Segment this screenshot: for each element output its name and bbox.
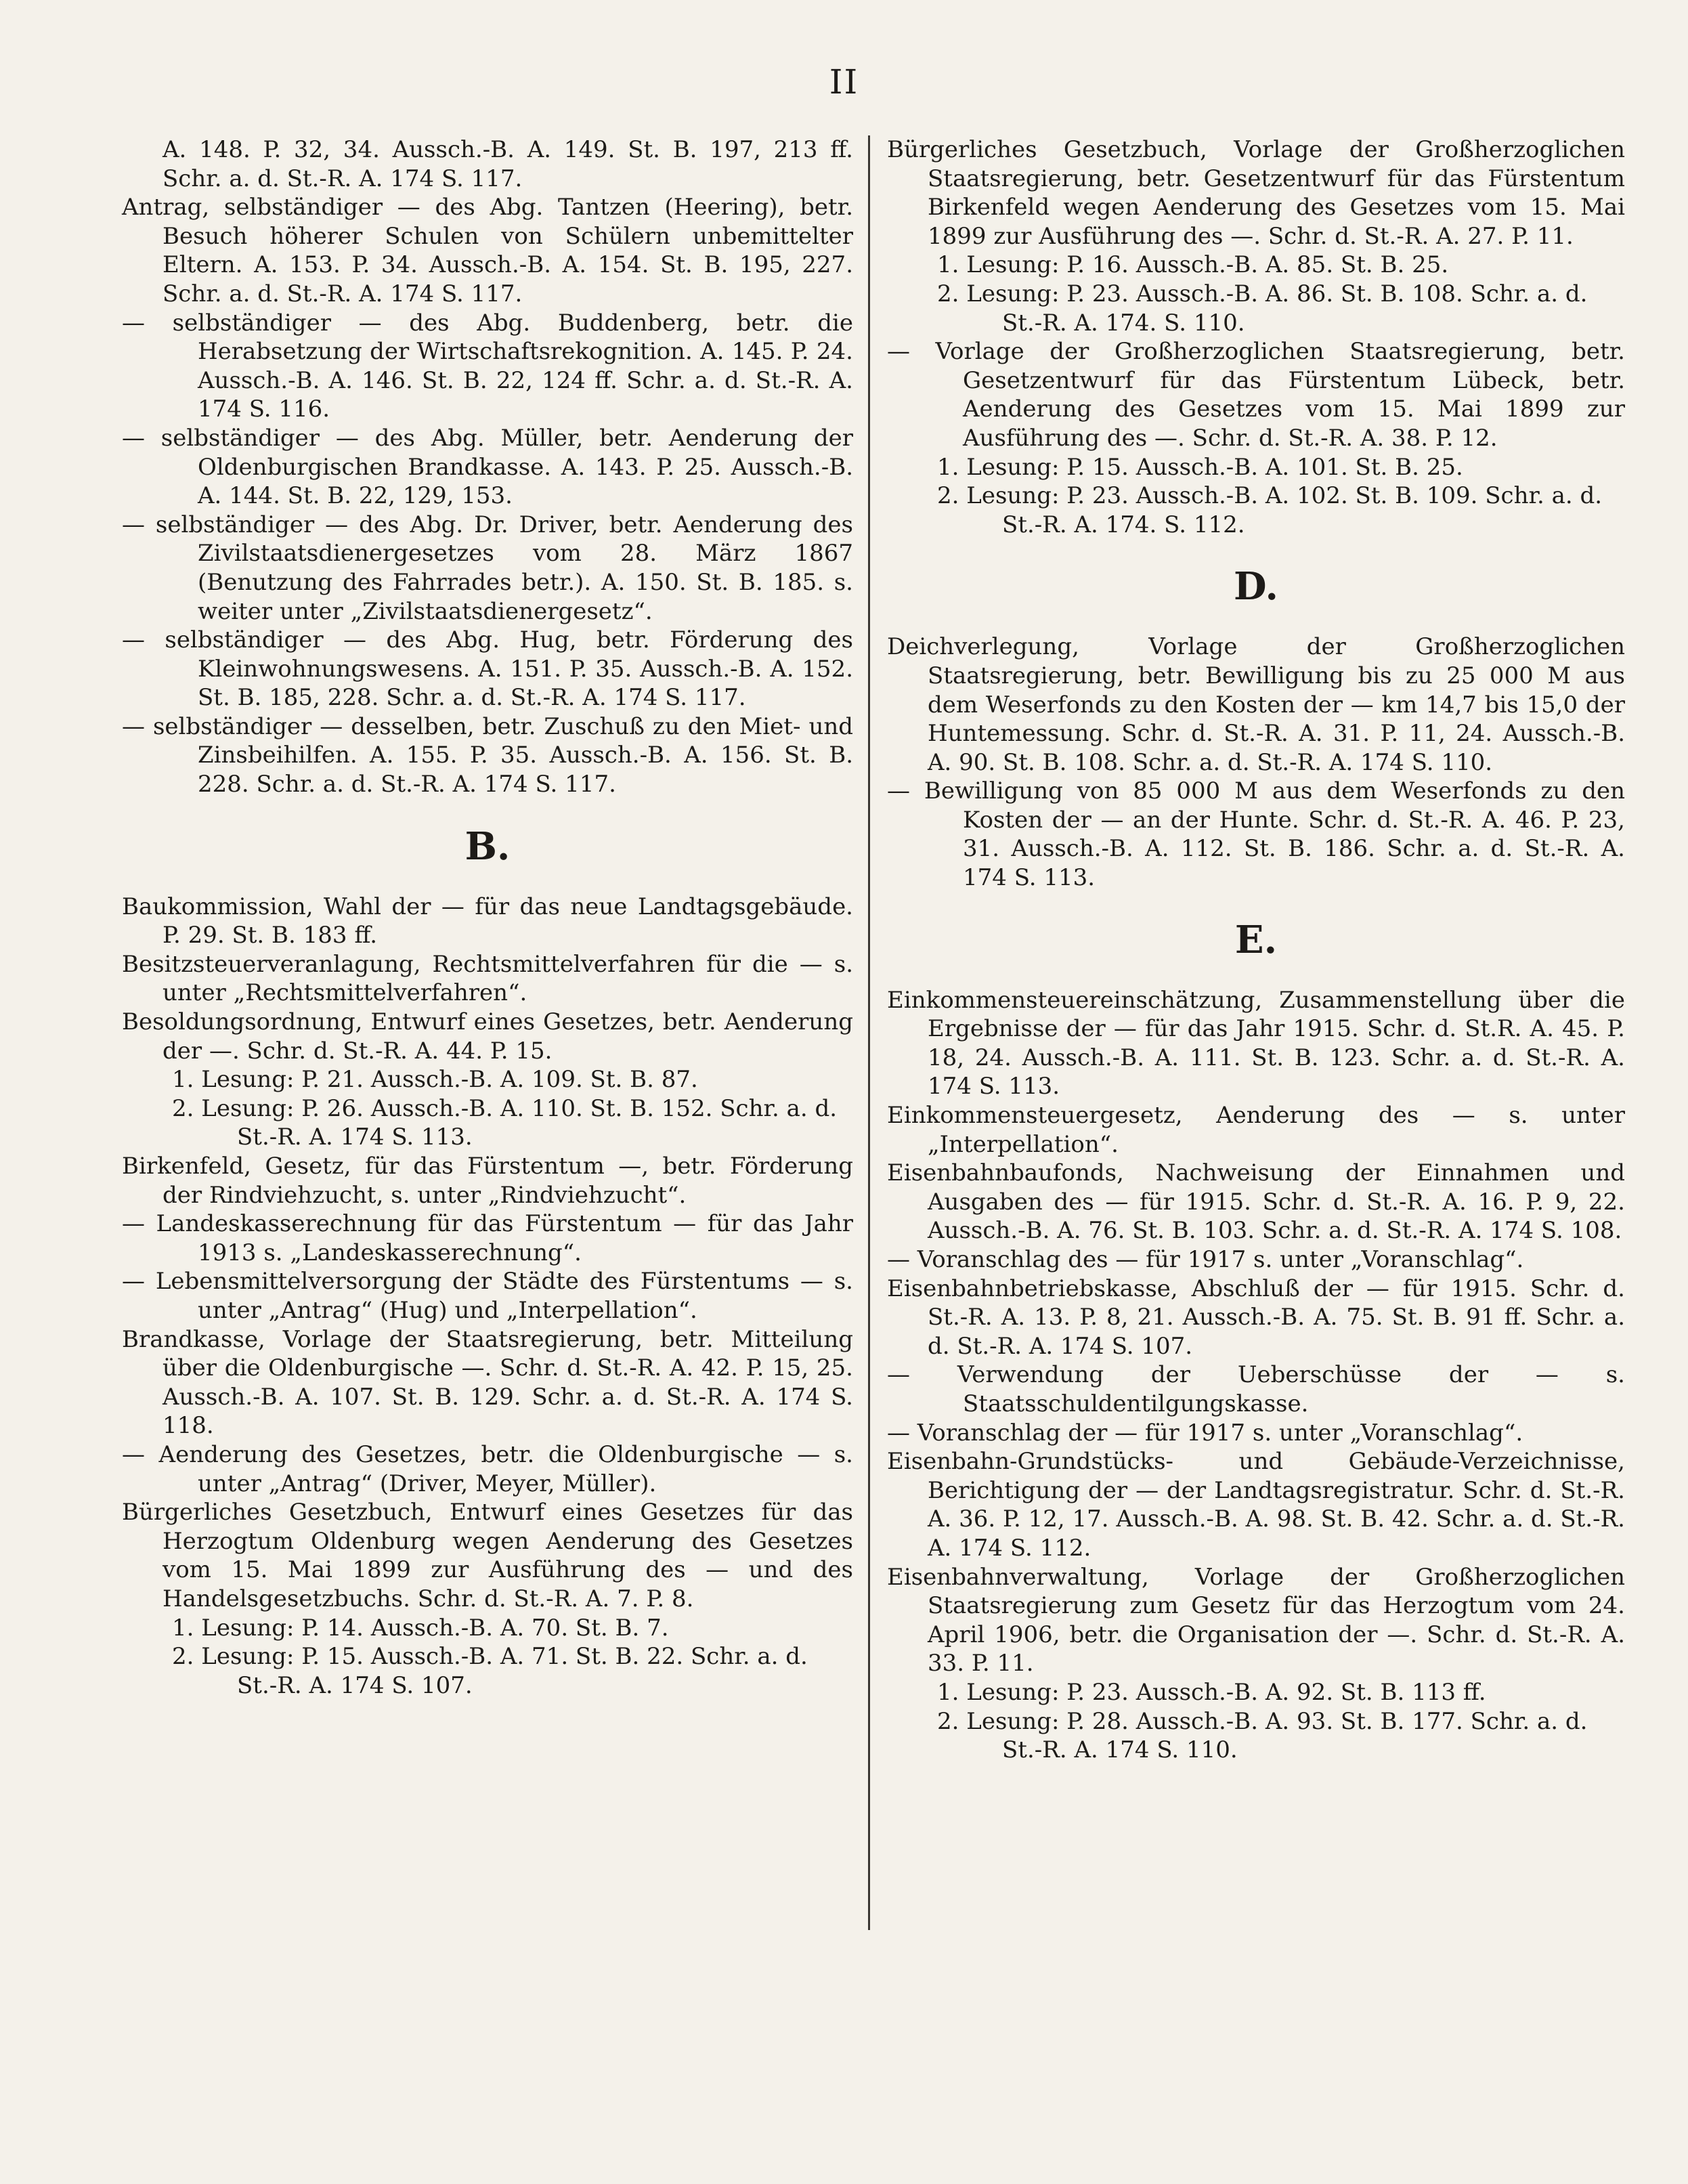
index-subentry: — selbständiger — des Abg. Buddenberg, betr. die Herabsetzung der Wirtschaftsrekognition. A. 145. P. 24. Aussch.-B. A. 146. St. B. 22, 124 ff. Schr. a. d. St.-R. A. 174 S. 116. (122, 309, 853, 423)
index-subentry: — selbständiger — desselben, betr. Zuschuß zu den Miet- und Zinsbeihilfen. A. 155. P. 35. Aussch.-B. A. 156. St. B. 228. Schr. a. d. St.-R. A. 174 S. 117. (122, 712, 853, 798)
reading-entry: 2. Lesung: P. 23. Aussch.-B. A. 86. St. B. 108. Schr. a. d. St.-R. A. 174. S. 110. (937, 280, 1588, 337)
index-subentry: — selbständiger — des Abg. Dr. Driver, betr. Aenderung des Zivilstaatsdienergesetzes vom 28. März 1867 (Benutzung des Fahrrades betr.). A. 150. St. B. 185. s. weiter unter „Zivilstaatsdienergesetz“. (122, 511, 853, 625)
index-entry: Brandkasse, Vorlage der Staatsregierung, betr. Mitteilung über die Oldenburgische —. Schr. d. St.-R. A. 42. P. 15, 25. Aussch.-B. A. 107. St. B. 129. Schr. a. d. St.-R. A. 174 S. 118. (122, 1325, 853, 1440)
reading-entry: 2. Lesung: P. 23. Aussch.-B. A. 102. St. B. 109. Schr. a. d. St.-R. A. 174. S. 112. (937, 482, 1603, 538)
section-heading: D. (1233, 564, 1279, 609)
index-entry: Einkommensteuergesetz, Aenderung des — s. unter „Interpellation“. (887, 1102, 1625, 1158)
index-entry: Bürgerliches Gesetzbuch, Entwurf eines Gesetzes für das Herzogtum Oldenburg wegen Aenderung des Gesetzes vom 15. Mai 1899 zur Ausführung des — und des Handelsgesetzbuchs. Schr. d. St.-R. A. 7. P. 8. (122, 1499, 853, 1612)
index-entry: Eisenbahnbaufonds, Nachweisung der Einnahmen und Ausgaben des — für 1915. Schr. d. St.-R. A. 16. P. 9, 22. Aussch.-B. A. 76. St. B. 103. Schr. a. d. St.-R. A. 174 S. 108. (887, 1159, 1625, 1245)
section-heading: B. (464, 823, 511, 869)
index-subentry: — Aenderung des Gesetzes, betr. die Oldenburgische — s. unter „Antrag“ (Driver, Meyer, Müller). (122, 1440, 853, 1497)
index-subentry: — Verwendung der Ueberschüsse der — s. Staatsschuldentilgungskasse. (887, 1361, 1625, 1417)
index-entry: Einkommensteuereinschätzung, Zusammenstellung über die Ergebnisse der — für das Jahr 1915. Schr. d. St.R. A. 45. P. 18, 24. Aussch.-B. A. 111. St. B. 123. Schr. a. d. St.-R. A. 174 S. 113. (887, 986, 1625, 1100)
index-entry: Besoldungsordnung, Entwurf eines Gesetzes, betr. Aenderung der —. Schr. d. St.-R. A. 44. P. 15. (122, 1008, 853, 1065)
reading-entry: 2. Lesung: P. 28. Aussch.-B. A. 93. St. B. 177. Schr. a. d. St.-R. A. 174 S. 110. (937, 1707, 1588, 1764)
index-subentry: — Vorlage der Großherzoglichen Staatsregierung, betr. Gesetzentwurf für das Fürstentum Lübeck, betr. Aenderung des Gesetzes vom 15. Mai 1899 zur Ausführung des —. Schr. d. St.-R. A. 38. P. 12. (887, 338, 1625, 452)
index-subentry: — selbständiger — des Abg. Müller, betr. Aenderung der Oldenburgischen Brandkasse. A. 143. P. 25. Aussch.-B. A. 144. St. B. 22, 129, 153. (122, 424, 853, 510)
page-number: II (829, 62, 859, 102)
index-entry: Antrag, selbständiger — des Abg. Tantzen (Heering), betr. Besuch höherer Schulen von Schülern unbemittelter Eltern. A. 153. P. 34. Aussch.-B. A. 154. St. B. 195, 227. Schr. a. d. St.-R. A. 174 S. 117. (122, 194, 853, 307)
index-entry: Eisenbahnverwaltung, Vorlage der Großherzoglichen Staatsregierung zum Gesetz für das Herzogtum vom 24. April 1906, betr. die Organisation der —. Schr. d. St.-R. A. 33. P. 11. (887, 1563, 1625, 1677)
index-entry: Eisenbahnbetriebskasse, Abschluß der — für 1915. Schr. d. St.-R. A. 13. P. 8, 21. Aussch.-B. A. 75. St. B. 91 ff. Schr. a. d. St.-R. A. 174 S. 107. (887, 1275, 1625, 1360)
index-column-left (122, 135, 853, 1700)
section-heading: E. (1234, 917, 1278, 962)
index-subentry: — Landeskasserechnung für das Fürstentum — für das Jahr 1913 s. „Landeskasserechnung“. (122, 1210, 853, 1266)
index-continuation: A. 148. P. 32, 34. Aussch.-B. A. 149. St. B. 197, 213 ff. Schr. a. d. St.-R. A. 174 S. 117. (163, 136, 853, 192)
index-entry: Birkenfeld, Gesetz, für das Fürstentum —, betr. Förderung der Rindviehzucht, s. unter „Rindviehzucht“. (122, 1153, 853, 1209)
reading-entry: 1. Lesung: P. 15. Aussch.-B. A. 101. St. B. 25. (937, 453, 1463, 481)
reading-entry: 1. Lesung: P. 16. Aussch.-B. A. 85. St. B. 25. (937, 251, 1449, 279)
index-entry: Besitzsteuerveranlagung, Rechtsmittelverfahren für die — s. unter „Rechtsmittelverfahren“. (122, 950, 853, 1007)
index-subentry: — Lebensmittelversorgung der Städte des Fürstentums — s. unter „Antrag“ (Hug) und „Interpellation“. (122, 1268, 853, 1324)
index-entry: Bürgerliches Gesetzbuch, Vorlage der Großherzoglichen Staatsregierung, betr. Gesetzentwurf für das Fürstentum Birkenfeld wegen Aenderung des Gesetzes vom 15. Mai 1899 zur Ausführung des —. Schr. d. St.-R. A. 27. P. 11. (887, 136, 1625, 250)
index-entry: Baukommission, Wahl der — für das neue Landtagsgebäude. P. 29. St. B. 183 ff. (122, 893, 853, 949)
index-entry: Eisenbahn-Grundstücks- und Gebäude-Verzeichnisse, Berichtigung der — der Landtagsregistratur. Schr. d. St.-R. A. 36. P. 12, 17. Aussch.-B. A. 98. St. B. 42. Schr. a. d. St.-R. A. 174 S. 112. (887, 1448, 1625, 1562)
reading-entry: 1. Lesung: P. 23. Aussch.-B. A. 92. St. B. 113 ff. (937, 1678, 1486, 1706)
index-column-right (887, 135, 1625, 1765)
reading-entry: 2. Lesung: P. 26. Aussch.-B. A. 110. St. B. 152. Schr. a. d. St.-R. A. 174 S. 113. (172, 1094, 838, 1151)
reading-entry: 1. Lesung: P. 21. Aussch.-B. A. 109. St. B. 87. (172, 1066, 698, 1094)
column-divider (868, 135, 870, 1930)
index-subentry: — selbständiger — des Abg. Hug, betr. Förderung des Kleinwohnungswesens. A. 151. P. 35. Aussch.-B. A. 152. St. B. 185, 228. Schr. a. d. St.-R. A. 174 S. 117. (122, 626, 853, 712)
index-subentry: — Voranschlag der — für 1917 s. unter „Voranschlag“. (887, 1419, 1523, 1447)
index-subentry: — Voranschlag des — für 1917 s. unter „Voranschlag“. (887, 1246, 1524, 1273)
index-subentry: — Bewilligung von 85 000 M aus dem Weserfonds zu den Kosten der — an der Hunte. Schr. d. St.-R. A. 46. P. 23, 31. Aussch.-B. A. 112. St. B. 186. Schr. a. d. St.-R. A. 174 S. 113. (887, 777, 1625, 892)
reading-entry: 1. Lesung: P. 14. Aussch.-B. A. 70. St. B. 7. (172, 1614, 669, 1642)
reading-entry: 2. Lesung: P. 15. Aussch.-B. A. 71. St. B. 22. Schr. a. d. St.-R. A. 174 S. 107. (172, 1643, 808, 1699)
index-entry: Deichverlegung, Vorlage der Großherzoglichen Staatsregierung, betr. Bewilligung bis zu 25 000 M aus dem Weserfonds zu den Kosten der — km 14,7 bis 15,0 der Huntemessung. Schr. d. St.-R. A. 31. P. 11, 24. Aussch.-B. A. 90. St. B. 108. Schr. a. d. St.-R. A. 174 S. 110. (887, 633, 1625, 776)
